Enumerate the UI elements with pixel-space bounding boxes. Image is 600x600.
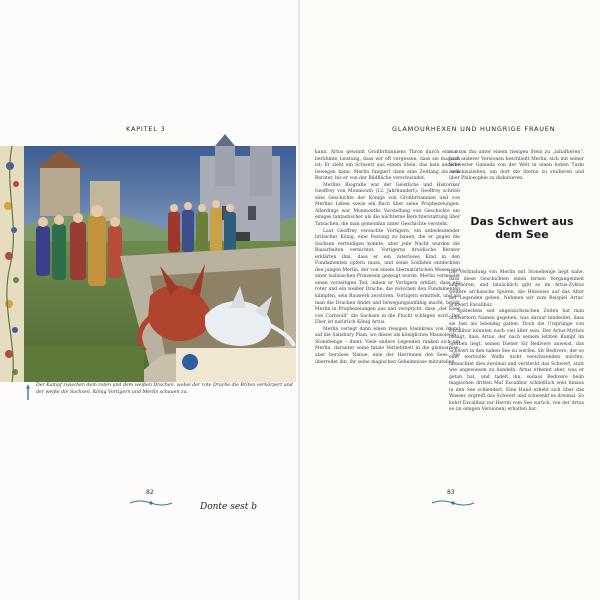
paragraph: kann. Artus gewinnt Großbritanniens Thron durch eine so berühmte Leistung, dass wir oft vergessen, dass sie magisch ist: Er zieht ein Schwert aus einem Stein, das kein anderer bewegen kann. Merlin fungiert dann eine Zeitlang als sein Berater, bis er von der Bildfläche verschwindet. — [315, 150, 460, 182]
page-number-right: 83 — [447, 489, 455, 496]
section-heading: Das Schwert aus dem See — [470, 215, 574, 241]
text-column-b — [449, 270, 584, 414]
ornament-icon — [430, 499, 476, 507]
paragraph: Die Verbindung von Merlin mit Stonehenge liegt nahe, dass diese Geschichten einen fernen Vergangenheit angehören; und tatsächlich gibt es im Artus-Zyklus weitere archaische Spuren, die Hinweise auf das Alter der Legenden geben. Nehmen wir zum Beispiel Artus' Schwert Excalibur. — [449, 270, 584, 308]
ornament-icon — [128, 499, 174, 507]
paragraph: Merlins Biografie war der Geistliche und Historiker Geoffrey von Monmouth (12. Jahrhundert): Geoffrey schrieb eine Geschichte der Könige von Großbritannien und von Merlins Leben sowie ein Buch über seine Prophezeiungen. Allerdings war Monmouths Vorstellung von Geschichte um einiges fantastischer als die nüchterne Berichterstattung über Tatsachen, die man gemeinhin unter Geschichte versteht. — [315, 182, 460, 228]
text-column-b-top — [449, 150, 584, 183]
manuscript-illustration — [0, 146, 296, 382]
initial-ornament — [182, 354, 198, 370]
paragraph: nur um ihn unter einem riesigen Stein zu „inhaftieren“. Laut anderer Versionen beschließt Merlin, sich mit seiner Schwester Ganieda von der Welt in einen hohen Turm zurückzuziehen, um dort die Sterne zu studieren und über Philosophie zu diskutieren. — [449, 150, 584, 182]
image-caption: Der Kampf zwischen dem roten und dem weißen Drachen, wobei der rote Drache die Briten verkörpert und der weiße die Sachsen. König Vortigern und Merlin schauen zu. — [36, 383, 293, 395]
caption-fleuron-icon — [24, 384, 32, 400]
running-head-right: GLAMOURHEXEN UND HUNGRIGE FRAUEN — [392, 125, 556, 133]
running-head-left: KAPITEL 3 — [126, 125, 166, 133]
page-number-left: 82 — [146, 489, 154, 496]
paragraph: Laut Geoffrey versuchte Vortigern, ein unbedeutender britischer König, eine Festung zu bauen, die er gegen die Sachsen verteidigen konnte, aber jede Nacht wurden die Bauarbeiten vernichtet. Vortigerns druidische Berater erklärten ihm, dass er ein vaterloses Kind in den Fundamenten opfern muss, und seine Soldaten entdeckten den jungen Merlin, der von einem übernatürlichen Wesen und einer walisischen Prinzessin gezeugt wurde. Merlin vermeidet einen vorzeitigen Tod, indem er Vortigern erklärt, dass ein roter und ein weißer Drache, die zwischen den Fundamenten kämpfen, sein Bauwerk zerstören. Vortigern ermittelt, und als man die Drachen findet und bewegungsunfähig macht, bricht Merlin in Prophezeiungen aus und verspricht, dass „der Eber von Cornwall“ die Sachsen in die Flucht schlagen wird. Der Eber ist natürlich König Artus. — [315, 228, 460, 326]
text-column-a — [315, 150, 460, 366]
paragraph: Merlin verlegt dann einen riesigen Steinkreis von Irland auf die Salisbury Plain, wo dieser als königliches Mausoleum – Stonehenge – dient. Viele andere Legenden ranken sich um Merlin, darunter seine fatale Verliebtheit in die glamouröse, aber herzlose Nimue, eine der Herrinnen des Sees. Sie überredet ihn, ihr seine magischen Geheimnisse mitzuteilen, — [315, 326, 460, 365]
king-vortigern — [88, 216, 106, 286]
paragraph: Spätestens seit angelsächsischen Zeiten hat man Schwertern Namen gegeben, was darauf hindeutet, dass sie fast als lebendig galten. Doch die Ursprünge von Excalibur könnten noch viel älter sein. Der Artus-Mythos besagt, dass Artus, der nach seinem letzten Kampf im Sterben liegt, seinen Diener Sir Bedivere anweist, das Schwert in den nahen See zu werfen. Sir Bedivere, der so eine wertvolle Waffe nicht verschwenden möchte, missachtet dies zweimal und versteckt das Schwert, statt wie angewiesen zu handeln. Artus erkennt aber, was er getan hat, und tadelt ihn, sodass Bedivere beim magischen dritten Mal Excalibur schließlich weit hinaus in den See schleudert. Eine Hand erhebt sich über das Wasser, ergreift das Schwert und schwenkt es dreimal. So kehrt Excalibur zur Herrin vom See zurück, von der Artus es (in einigen Versionen) erhalten hat. — [449, 309, 584, 413]
illumination-inscription: Donte sest b — [200, 502, 258, 512]
